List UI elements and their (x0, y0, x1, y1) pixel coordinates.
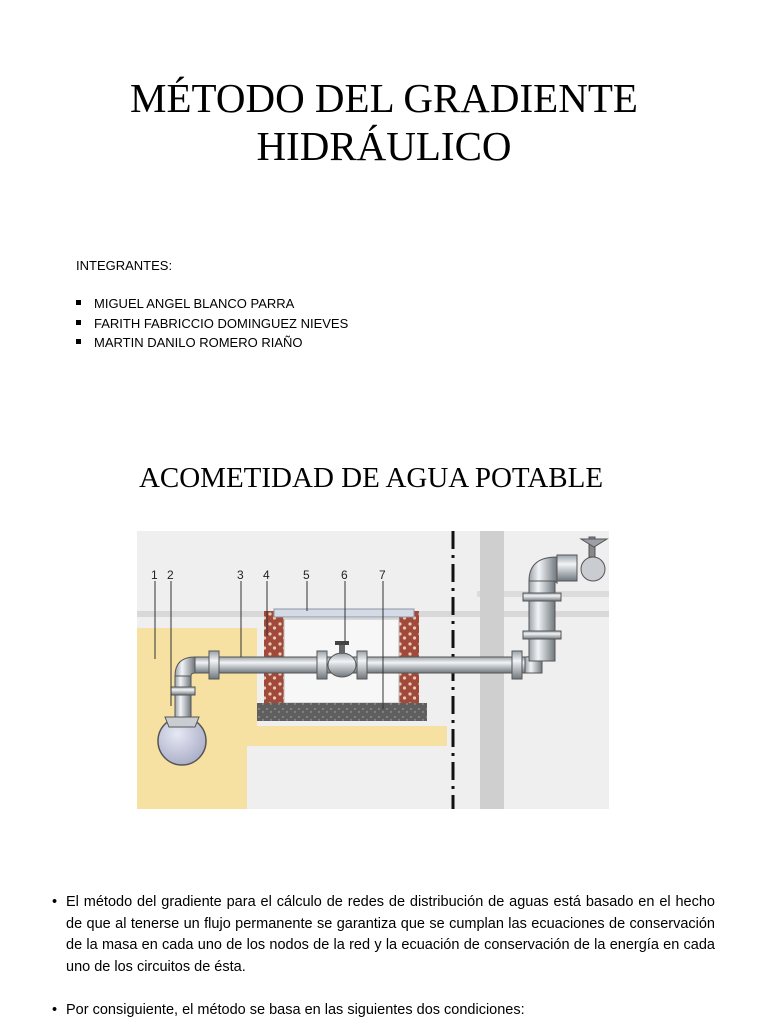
section-subtitle: ACOMETIDAD DE AGUA POTABLE (138, 462, 604, 494)
diagram-label-5: 5 (303, 568, 310, 582)
bullet-icon: • (52, 894, 58, 910)
diagram-label-3: 3 (237, 568, 244, 582)
body-text (52, 892, 715, 1022)
bullet-icon: • (52, 1002, 58, 1018)
member-item (76, 314, 348, 334)
paragraph (52, 1000, 715, 1022)
diagram-label-4: 4 (263, 568, 270, 582)
member-name: MARTIN DANILO ROMERO RIAÑO (94, 335, 303, 350)
diagram-label-6: 6 (341, 568, 348, 582)
paragraph-text: Por consiguiente, el método se basa en las siguientes dos condiciones: (66, 1002, 525, 1018)
paragraph (52, 892, 715, 978)
title-line-2: HIDRÁULICO (256, 123, 512, 169)
diagram-label-7: 7 (379, 568, 386, 582)
diagram-label-1: 1 (151, 568, 158, 582)
members-list (76, 294, 348, 353)
member-name: MIGUEL ANGEL BLANCO PARRA (94, 296, 295, 311)
member-item (76, 294, 348, 314)
diagram-label-2: 2 (167, 568, 174, 582)
members-label: INTEGRANTES: (76, 258, 173, 273)
square-bullet-icon (76, 320, 81, 325)
water-connection-diagram (137, 531, 609, 809)
member-name: FARITH FABRICCIO DOMINGUEZ NIEVES (94, 315, 349, 331)
title-line-1: MÉTODO DEL GRADIENTE (130, 75, 638, 121)
square-bullet-icon (76, 300, 81, 305)
member-item (76, 333, 348, 353)
page-title (0, 74, 768, 170)
paragraph-text: El método del gradiente para el cálculo de redes de distribución de aguas está basado en el hecho de que al tenerse un flujo permanente se garantiza que se cumplan las ecuaciones de conservación de la masa en cada uno de los nodos de la red y la ecuación de conservación de la energía en cada uno de los circuitos de ésta. (66, 894, 715, 975)
square-bullet-icon (76, 339, 81, 344)
